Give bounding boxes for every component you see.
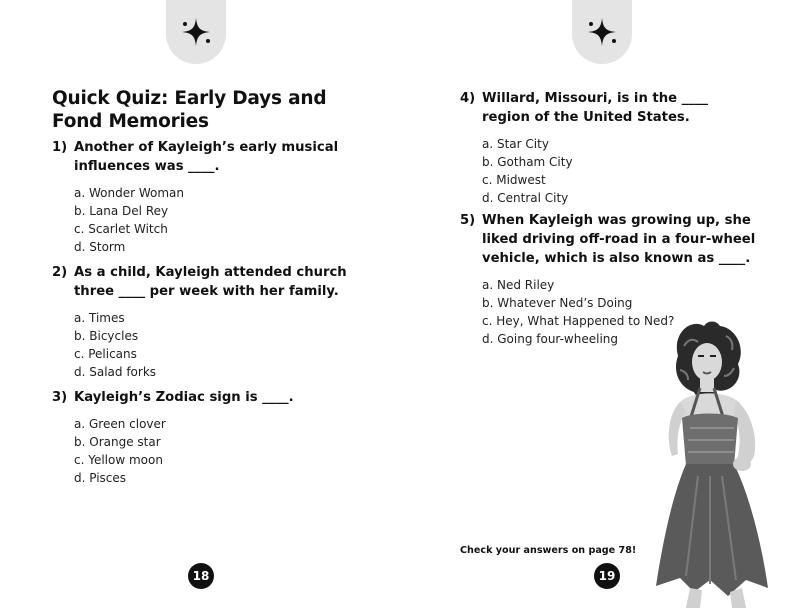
answer-option: a. Wonder Woman <box>74 186 184 200</box>
answer-option: b. Lana Del Rey <box>74 204 169 218</box>
answer-option: a. Green clover <box>74 417 166 431</box>
page-number-badge: 19 <box>594 563 620 589</box>
answer-option: c. Midwest <box>482 173 546 187</box>
answer-option: c. Hey, What Happened to Ned? <box>482 314 675 328</box>
question-number: 4) <box>460 91 476 106</box>
answer-option: c. Yellow moon <box>74 453 163 467</box>
question-text: When Kayleigh was growing up, she liked driving off-road in a four-wheel vehicle, which is also known as ____. <box>482 213 756 266</box>
question-text: Another of Kayleigh’s early musical influences was ____. <box>74 140 339 174</box>
question-text: Kayleigh’s Zodiac sign is ____. <box>74 390 294 405</box>
answer-option: b. Whatever Ned’s Doing <box>482 296 633 310</box>
answer-option: b. Orange star <box>74 435 161 449</box>
header-tab <box>572 0 632 64</box>
question-number: 1) <box>52 140 68 155</box>
quiz-question <box>52 388 352 487</box>
sparkle-dot-icon <box>612 39 616 43</box>
sparkle-dot-icon <box>206 39 210 43</box>
question-number: 2) <box>52 265 68 280</box>
question-number: 3) <box>52 390 68 405</box>
question-number: 5) <box>460 213 476 228</box>
quiz-question <box>460 89 760 207</box>
answer-options <box>74 309 357 381</box>
answer-option: c. Pelicans <box>74 347 137 361</box>
answer-option: d. Pisces <box>74 471 127 485</box>
quiz-question <box>52 263 357 381</box>
answer-options <box>74 415 352 487</box>
answer-option: c. Scarlet Witch <box>74 222 168 236</box>
answer-option: b. Bicycles <box>74 329 139 343</box>
answer-option: a. Star City <box>482 137 549 151</box>
question-text: Willard, Missouri, is in the ____ region of the United States. <box>482 91 709 125</box>
quiz-question <box>52 138 352 256</box>
answer-option: d. Central City <box>482 191 569 205</box>
answer-option: d. Storm <box>74 240 126 254</box>
header-tab <box>166 0 226 64</box>
answer-note: Check your answers on page 78! <box>460 545 637 556</box>
answer-option: a. Ned Riley <box>482 278 555 292</box>
question-text: As a child, Kayleigh attended church three ____ per week with her family. <box>74 265 347 299</box>
quiz-title: Quick Quiz: Early Days and Fond Memories <box>52 88 327 132</box>
right-page <box>405 0 810 608</box>
answer-option: a. Times <box>74 311 125 325</box>
page-number-badge: 18 <box>188 563 214 589</box>
woman-in-dress-illustration <box>650 316 810 608</box>
answer-option: d. Salad forks <box>74 365 157 379</box>
answer-option: b. Gotham City <box>482 155 573 169</box>
answer-option: d. Going four-wheeling <box>482 332 619 346</box>
answer-options <box>74 184 352 256</box>
answer-options <box>482 135 760 207</box>
